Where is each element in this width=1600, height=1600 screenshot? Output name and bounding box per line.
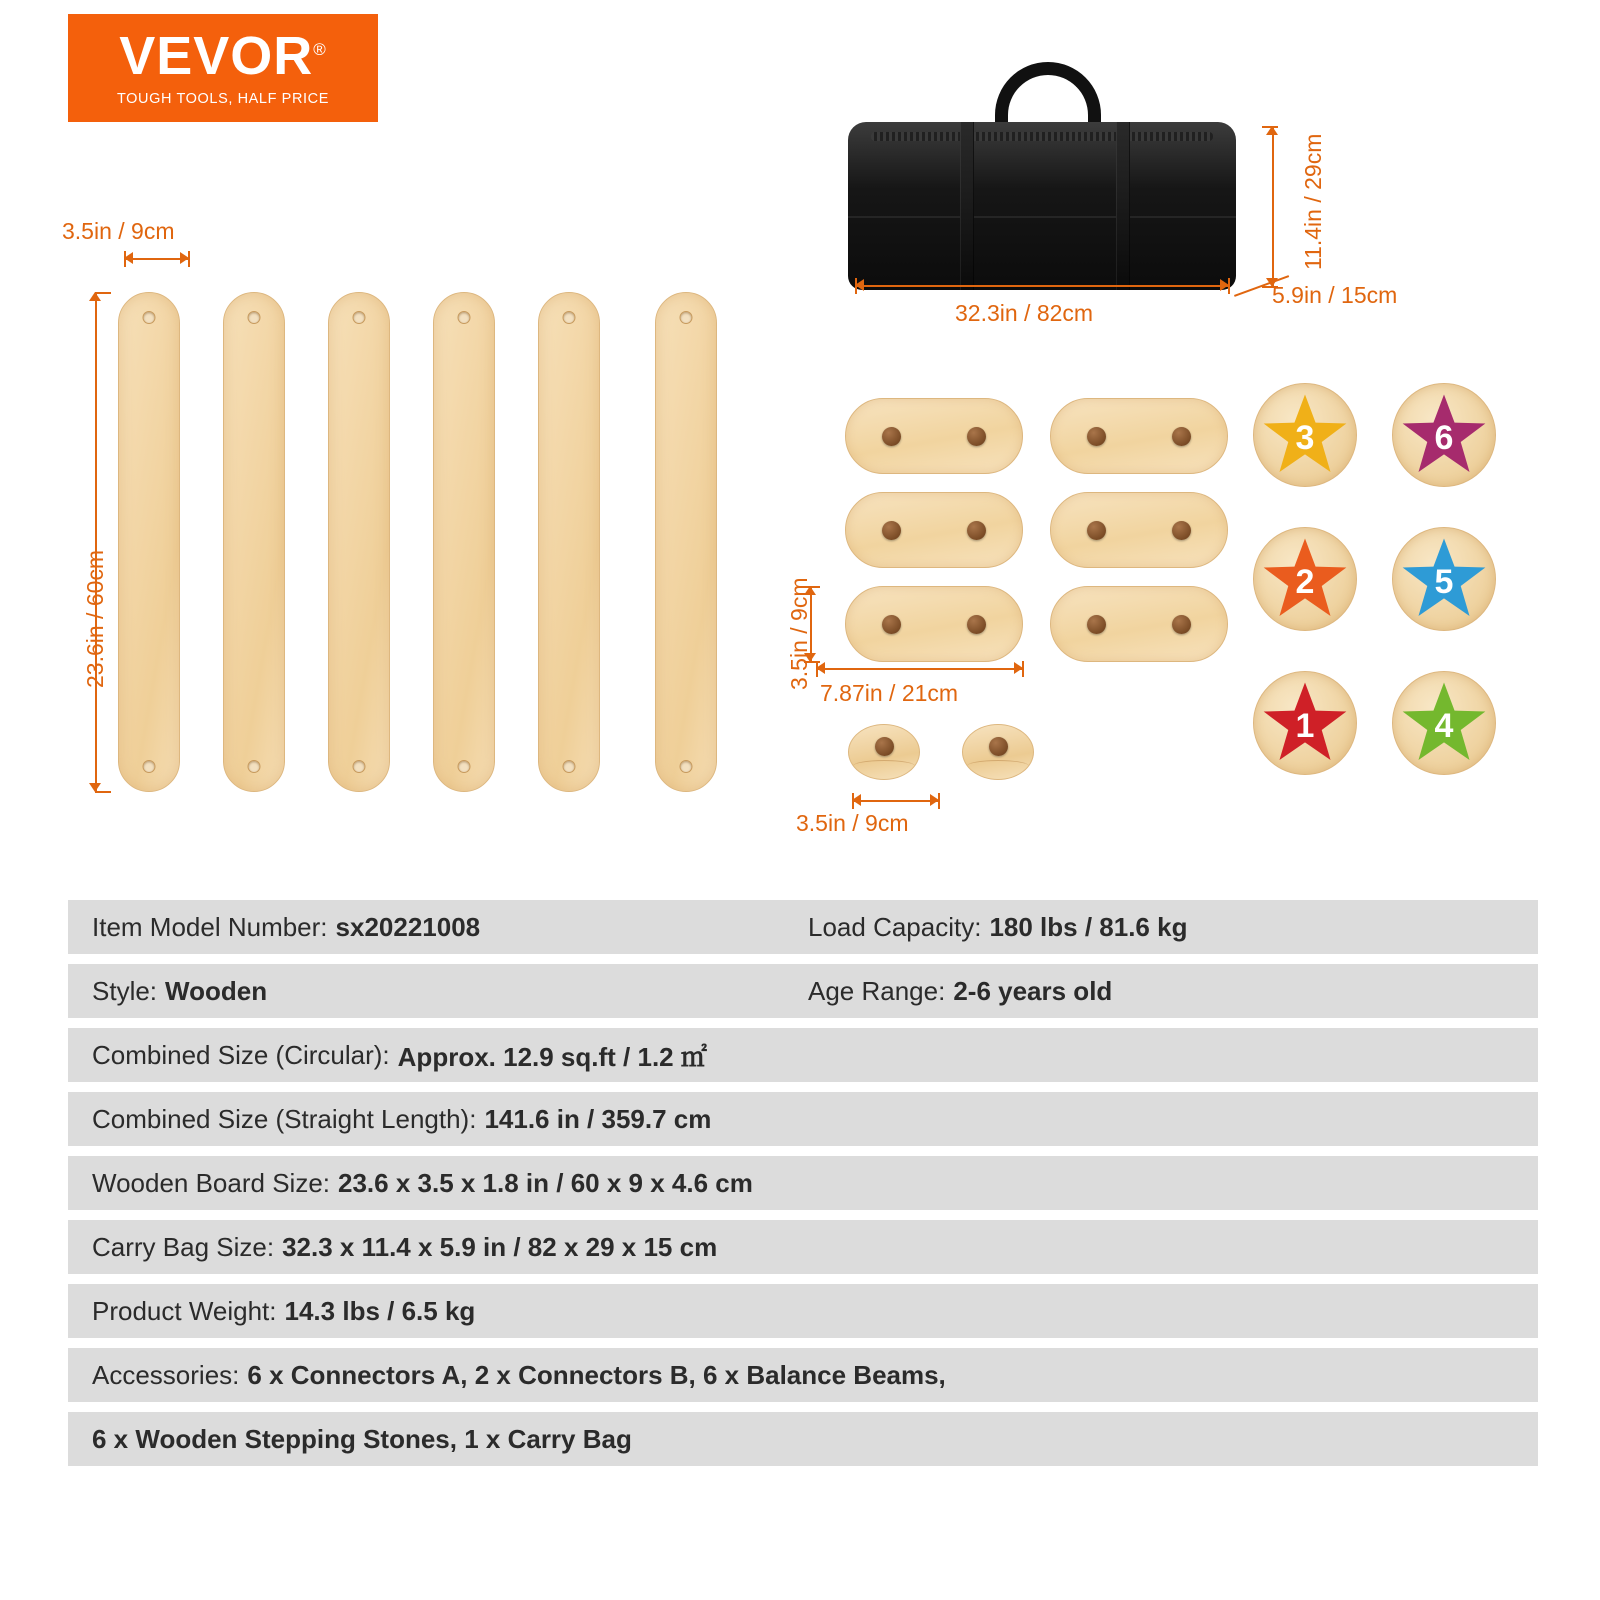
- spec-value: 2-6 years old: [953, 975, 1113, 1006]
- spec-label: Age Range:: [808, 975, 946, 1006]
- dimension-arrow: [124, 252, 133, 264]
- star-shape: [1400, 679, 1488, 767]
- connector-a-width-dimension-label: 7.87in / 21cm: [820, 680, 959, 706]
- connector-b: [962, 724, 1034, 780]
- star-shape: [1400, 535, 1488, 623]
- table-row: [68, 900, 1538, 954]
- balance-beam-board: [433, 292, 495, 792]
- spec-value: 6 x Connectors A, 2 x Connectors B, 6 x Balance Beams,: [247, 1359, 946, 1390]
- connector-edge: [967, 760, 1029, 772]
- balance-beam-board: [118, 292, 180, 792]
- stone-number: 4: [1434, 706, 1454, 745]
- connector-a: [1050, 492, 1228, 568]
- balance-beam-board: [328, 292, 390, 792]
- connector-peg-icon: [1172, 427, 1191, 446]
- spec-value: 32.3 x 11.4 x 5.9 in / 82 x 29 x 15 cm: [282, 1231, 718, 1262]
- stepping-stone: [1253, 383, 1357, 487]
- table-row: [68, 1284, 1538, 1338]
- connector-peg-icon: [882, 427, 901, 446]
- spec-label: Combined Size (Straight Length):: [92, 1103, 477, 1134]
- stepping-stone: [1392, 527, 1496, 631]
- bag-depth-dimension-label: 5.9in / 15cm: [1272, 282, 1398, 308]
- spec-label: Carry Bag Size:: [92, 1231, 275, 1262]
- board-hole-bottom-icon: [680, 760, 693, 773]
- balance-beam-board: [538, 292, 600, 792]
- table-row: [68, 964, 1538, 1018]
- connector-peg-icon: [967, 427, 986, 446]
- connector-a: [845, 398, 1023, 474]
- connector-b: [848, 724, 920, 780]
- stepping-stone: [1392, 383, 1496, 487]
- bag-handle: [995, 62, 1101, 124]
- balance-beam-board: [655, 292, 717, 792]
- board-height-dimension-label: 23.6in / 60cm: [82, 549, 108, 688]
- stepping-stone: [1392, 671, 1496, 775]
- brand-name-text: VEVOR: [119, 26, 314, 86]
- connector-a: [1050, 398, 1228, 474]
- connector-a: [845, 492, 1023, 568]
- spec-value: 6 x Wooden Stepping Stones, 1 x Carry Bag: [92, 1423, 632, 1454]
- board-hole-bottom-icon: [143, 760, 156, 773]
- spec-value: Approx. 12.9 sq.ft / 1.2 ㎡: [397, 1041, 707, 1072]
- board-hole-top-icon: [680, 311, 693, 324]
- board-hole-top-icon: [248, 311, 261, 324]
- star-shape: [1400, 391, 1488, 479]
- stone-number: 1: [1295, 706, 1315, 745]
- bag-height-dimension-label: 11.4in / 29cm: [1300, 133, 1326, 270]
- spec-label: Accessories:: [92, 1359, 240, 1390]
- registered-trademark-icon: ®: [313, 40, 327, 59]
- board-hole-top-icon: [458, 311, 471, 324]
- spec-value: 23.6 x 3.5 x 1.8 in / 60 x 9 x 4.6 cm: [338, 1167, 753, 1198]
- table-row: [68, 1092, 1538, 1146]
- spec-label: Wooden Board Size:: [92, 1167, 330, 1198]
- star-shape: [1261, 535, 1349, 623]
- dimension-arrow: [89, 292, 101, 301]
- connector-b-width-dimension-line: [852, 800, 940, 802]
- board-hole-bottom-icon: [563, 760, 576, 773]
- board-height-dimension-line: [95, 292, 97, 792]
- dimension-arrow: [1266, 126, 1278, 135]
- connector-peg-icon: [1087, 615, 1106, 634]
- dimension-arrow: [1014, 662, 1023, 674]
- connector-peg-icon: [967, 615, 986, 634]
- table-row: [68, 1220, 1538, 1274]
- connector-a-width-dimension-line: [816, 668, 1024, 670]
- spec-value: 14.3 lbs / 6.5 kg: [284, 1295, 476, 1326]
- spec-label: Item Model Number:: [92, 911, 328, 942]
- connector-peg-icon: [967, 521, 986, 540]
- connector-peg-icon: [989, 737, 1008, 756]
- dimension-arrow: [930, 794, 939, 806]
- stepping-stone: [1253, 527, 1357, 631]
- stone-number: 3: [1295, 418, 1315, 457]
- spec-label: Product Weight:: [92, 1295, 277, 1326]
- spec-value: 180 lbs / 81.6 kg: [989, 911, 1188, 942]
- dimension-arrow: [180, 252, 189, 264]
- table-row: [68, 1412, 1538, 1466]
- dimension-arrow: [89, 783, 101, 792]
- spec-label: Load Capacity:: [808, 911, 982, 942]
- connector-b-width-dimension-label: 3.5in / 9cm: [796, 810, 909, 836]
- spec-value: sx20221008: [335, 911, 481, 942]
- spec-label: Style:: [92, 975, 158, 1006]
- board-hole-top-icon: [563, 311, 576, 324]
- bag-height-dimension-line: [1272, 126, 1274, 286]
- connector-edge: [853, 760, 915, 772]
- board-hole-top-icon: [353, 311, 366, 324]
- bag-width-dimension-label: 32.3in / 82cm: [955, 300, 1094, 326]
- connector-peg-icon: [882, 521, 901, 540]
- connector-peg-icon: [1087, 521, 1106, 540]
- connector-a: [845, 586, 1023, 662]
- connector-peg-icon: [1172, 615, 1191, 634]
- board-hole-top-icon: [143, 311, 156, 324]
- stone-number: 6: [1434, 418, 1454, 457]
- bag-zipper-icon: [871, 132, 1212, 141]
- connector-peg-icon: [1087, 427, 1106, 446]
- spec-secondary-cell: [808, 976, 1112, 1007]
- carry-bag: [848, 122, 1236, 290]
- dimension-arrow: [816, 662, 825, 674]
- connector-peg-icon: [1172, 521, 1191, 540]
- brand-tagline: TOUGH TOOLS, HALF PRICE: [116, 91, 329, 107]
- board-hole-bottom-icon: [248, 760, 261, 773]
- star-shape: [1261, 679, 1349, 767]
- spec-label: Combined Size (Circular):: [92, 1039, 390, 1070]
- spec-secondary-cell: [808, 912, 1187, 943]
- star-shape: [1261, 391, 1349, 479]
- bag-width-dimension-line: [855, 285, 1230, 287]
- specifications-table: [68, 900, 1538, 1476]
- dimension-arrow: [855, 279, 864, 291]
- board-width-dimension-label: 3.5in / 9cm: [62, 218, 175, 244]
- spec-value: 141.6 in / 359.7 cm: [484, 1103, 712, 1134]
- table-row: [68, 1028, 1538, 1082]
- dimension-arrow: [852, 794, 861, 806]
- connector-a: [1050, 586, 1228, 662]
- spec-value: Wooden: [165, 975, 268, 1006]
- dimension-arrow: [1220, 279, 1229, 291]
- bag-strap-right: [1116, 122, 1130, 290]
- bag-seam: [848, 216, 1236, 218]
- balance-beam-board: [223, 292, 285, 792]
- bag-strap-left: [960, 122, 974, 290]
- stepping-stone: [1253, 671, 1357, 775]
- stone-number: 5: [1434, 562, 1454, 601]
- board-hole-bottom-icon: [353, 760, 366, 773]
- connector-a-height-dimension-label: 3.5in / 9cm: [786, 577, 812, 690]
- board-hole-bottom-icon: [458, 760, 471, 773]
- connector-peg-icon: [882, 615, 901, 634]
- table-row: [68, 1348, 1538, 1402]
- connector-peg-icon: [875, 737, 894, 756]
- stone-number: 2: [1295, 562, 1315, 601]
- table-row: [68, 1156, 1538, 1210]
